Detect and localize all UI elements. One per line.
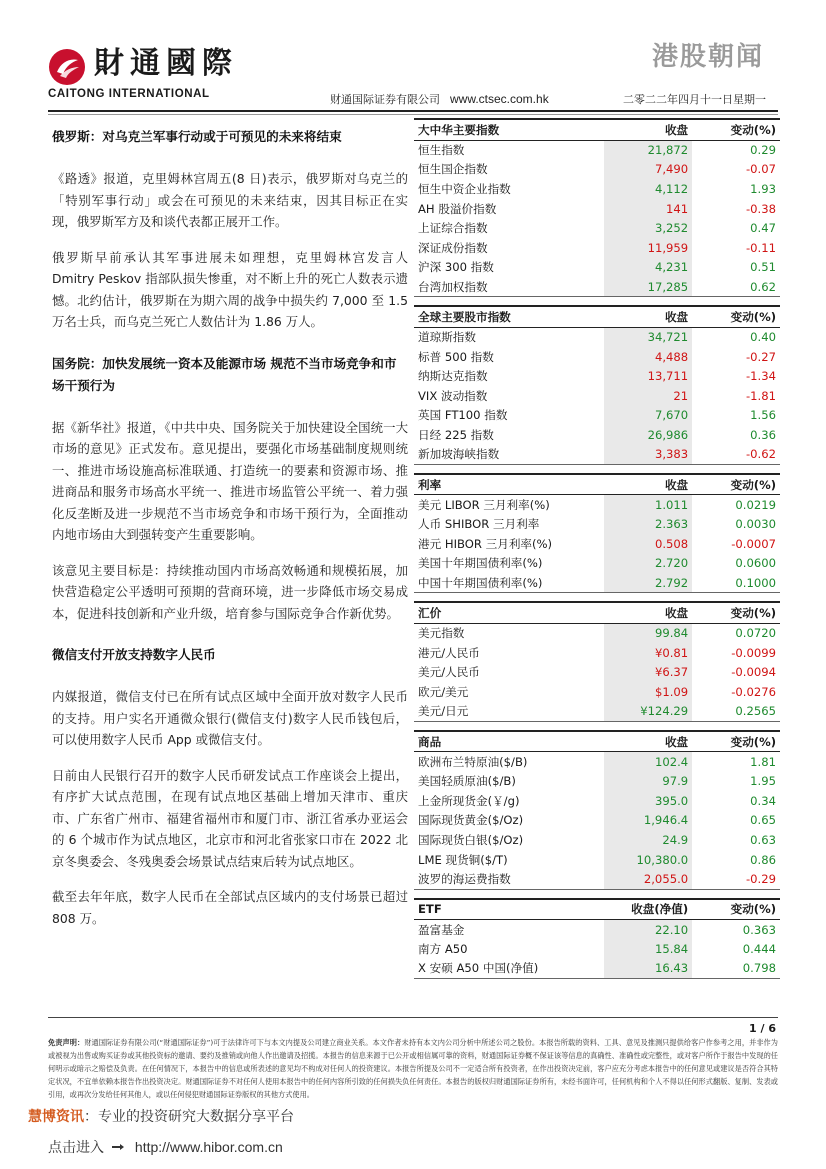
company-website: www.ctsec.com.hk	[450, 92, 549, 106]
row-close-value: 7,490	[604, 160, 692, 180]
row-change-value: -0.0094	[731, 665, 776, 680]
row-change-value: 1.56	[750, 408, 776, 423]
row-close-value: 10,380.0	[604, 850, 692, 870]
row-name: 恒生指数	[414, 140, 604, 160]
row-name: 道琼斯指数	[414, 327, 604, 347]
table-row	[414, 179, 780, 199]
row-close-value: 4,112	[604, 179, 692, 199]
row-change-value: 0.363	[742, 922, 776, 937]
row-change-value: 0.444	[742, 941, 776, 956]
row-name: 美元/人民币	[414, 663, 604, 683]
article-title: 微信支付开放支持数字人民币	[52, 647, 216, 662]
table-change-header: 变动(%)	[692, 474, 780, 495]
table-close-header: 收盘	[604, 602, 692, 623]
table-row	[414, 199, 780, 219]
table-row	[414, 515, 780, 535]
row-name: X 安硕 A50 中国(净值)	[414, 959, 604, 979]
row-name: 港元/人民币	[414, 643, 604, 663]
row-name: 纳斯达克指数	[414, 366, 604, 386]
table-row	[414, 238, 780, 258]
table-row	[414, 771, 780, 791]
table-row	[414, 623, 780, 643]
table-row	[414, 791, 780, 811]
article-state-council	[52, 353, 408, 625]
row-change-value: 0.0219	[735, 497, 776, 512]
table-row	[414, 258, 780, 278]
brand-name-en: CAITONG INTERNATIONAL	[48, 88, 210, 100]
row-close-value: 1.011	[604, 495, 692, 515]
row-name: 恒生国企指数	[414, 160, 604, 180]
table-category-header: ETF	[414, 899, 604, 920]
news-column	[52, 122, 408, 929]
row-change-value: 0.0720	[735, 626, 776, 641]
row-change-value: 0.29	[750, 143, 776, 158]
table-row	[414, 573, 780, 593]
row-change-value: 0.65	[750, 813, 776, 828]
market-table	[414, 118, 780, 297]
row-close-value: 21	[604, 386, 692, 406]
row-name: 中国十年期国债利率(%)	[414, 573, 604, 593]
watermark-link-line	[48, 1137, 283, 1157]
table-row	[414, 850, 780, 870]
row-name: 美元 LIBOR 三月利率(%)	[414, 495, 604, 515]
market-table	[414, 473, 780, 593]
table-row	[414, 682, 780, 702]
row-close-value: 4,231	[604, 258, 692, 278]
row-change-value: -1.34	[746, 369, 776, 384]
article-paragraph: 截至去年年底，数字人民币在全部试点区域内的支付场景已超过 808 万。	[52, 889, 408, 926]
table-close-header: 收盘	[604, 731, 692, 752]
row-close-value: 97.9	[604, 771, 692, 791]
row-change-value: -0.0099	[731, 645, 776, 660]
row-change-value: -0.07	[746, 162, 776, 177]
row-close-value: 15.84	[604, 939, 692, 959]
table-close-header: 收盘(净值)	[604, 899, 692, 920]
row-name: 美国十年期国债利率(%)	[414, 554, 604, 574]
row-name: 上证综合指数	[414, 218, 604, 238]
row-close-value: ¥124.29	[604, 702, 692, 722]
row-close-value: 2,055.0	[604, 869, 692, 889]
row-close-value: 16.43	[604, 959, 692, 979]
row-close-value: 0.508	[604, 534, 692, 554]
row-name: 新加坡海峡指数	[414, 445, 604, 465]
row-close-value: 17,285	[604, 277, 692, 297]
article-title: 俄罗斯：对乌克兰军事行动或于可预见的未来将结束	[52, 129, 342, 144]
row-close-value: 2.720	[604, 554, 692, 574]
row-close-value: 395.0	[604, 791, 692, 811]
table-category-header: 全球主要股市指数	[414, 306, 604, 327]
company-line	[330, 91, 549, 107]
article-paragraph: 俄罗斯早前承认其军事进展未如理想，克里姆林宫发言人 Dmitry Peskov 指部队损失惨重，对不断上升的死亡人数表示遗憾。北约估计，俄罗斯在为期六周的战争中损失约 7,000 至 1.5 万名士兵，而乌克兰死亡人数估计为 1.86 万人。	[52, 249, 408, 329]
table-change-header: 变动(%)	[692, 899, 780, 920]
company-name: 财通国际证券有限公司	[330, 93, 440, 106]
row-name: AH 股溢价指数	[414, 199, 604, 219]
header-divider	[48, 110, 778, 112]
row-change-value: 0.0030	[735, 517, 776, 532]
row-name: VIX 波动指数	[414, 386, 604, 406]
row-name: 英国 FT100 指数	[414, 406, 604, 426]
article-title: 国务院：加快发展统一资本及能源市场 规范不当市场竞争和市场干预行为	[52, 355, 397, 393]
table-row	[414, 811, 780, 831]
row-change-value: 0.2565	[692, 702, 780, 722]
row-name: 人币 SHIBOR 三月利率	[414, 515, 604, 535]
row-name: 波罗的海运费指数	[414, 869, 604, 889]
table-row	[414, 643, 780, 663]
table-row	[414, 386, 780, 406]
row-change-value: -0.38	[746, 201, 776, 216]
table-row	[414, 939, 780, 959]
table-category-header: 汇价	[414, 602, 604, 623]
market-data-column	[414, 118, 780, 979]
row-name: 欧洲布兰特原油($/B)	[414, 752, 604, 772]
table-row	[414, 160, 780, 180]
row-name: 美元/日元	[414, 702, 604, 722]
row-close-value: 2.363	[604, 515, 692, 535]
table-close-header: 收盘	[604, 306, 692, 327]
table-change-header: 变动(%)	[692, 731, 780, 752]
row-change-value: 0.51	[750, 260, 776, 275]
row-name: 恒生中资企业指数	[414, 179, 604, 199]
table-row	[414, 327, 780, 347]
row-name: 国际现货黄金($/Oz)	[414, 811, 604, 831]
article-paragraph: 内媒报道，微信支付已在所有试点区域中全面开放对数字人民币的支持。用户实名开通微众银行(微信支付)数字人民币钱包后，可以使用数字人民币 App 或微信支付。	[52, 689, 408, 747]
row-close-value: 1,946.4	[604, 811, 692, 831]
row-close-value: 3,383	[604, 445, 692, 465]
row-change-value: 0.86	[750, 852, 776, 867]
footer-divider	[48, 1017, 778, 1018]
disclaimer-text: 财通国际证券有限公司(“财通国际证券”)可于法律许可下与本文内提及公司建立商业关系。本文作者未持有本文内公司分析中所述公司之股份。本报告所载的资料、工具、意见及推测只提供给客户作参考之用，并非作为或被视为出售或购买证券或其他投资标的邀请、要约及推销或向他人作出邀请及招揽。本报告的信息来源于已公开或相信属可靠的资料，财通国际证券概不保证该等信息的真确性、准确性或完整性，或对客户所作于报告中发现的任何明示或暗示之赔偿及负责。在任何情况下，本报告中的信息或所表述的意见均不构成对任何人的投资建议。本报告所提及公司不一定适合所有投资者，在作出投资决定前，客户应充分考虑本报告中的任何意见或建议是否符合其特定状况，不宜单依赖本报告作出投资决定。财通国际证券不对任何人使用本报告中的任何内容所引致的任何损失负任何责任。本报告的版权归财通国际证券所有，未经书面许可，任何机构和个人不得以任何形式翻版、复制、发表或引用，或再次分发给任何其他人，或以任何侵犯财通国际证券版权的其他方式使用。	[48, 1038, 778, 1099]
article-paragraph: 该意见主要目标是：持续推动国内市场高效畅通和规模拓展，加快营造稳定公平透明可预期的营商环境，进一步降低市场交易成本，促进科技创新和产业升级，培育参与国际竞争合作新优势。	[52, 562, 408, 621]
page-number: 1 / 6	[749, 1022, 776, 1035]
row-name: 欧元/美元	[414, 682, 604, 702]
header-divider-thin	[48, 114, 778, 115]
row-change-value: 0.34	[750, 793, 776, 808]
row-change-value: 0.62	[692, 277, 780, 297]
article-paragraph: 据《新华社》报道，《中共中央、国务院关于加快建设全国统一大市场的意见》正式发布。意见提出，要强化市场基础制度规则统一、推进市场设施高标准联通、打造统一的要素和资源市场、推进商品和服务市场高水平统一、推进市场监管公平统一、着力强化反垄断及进一步规范不当市场竞争和市场干预行为，全面推动内地市场由大到强转变产生重要影响。	[52, 419, 408, 542]
row-change-value: -0.27	[746, 349, 776, 364]
row-change-value: 0.63	[750, 833, 776, 848]
table-row	[414, 406, 780, 426]
row-close-value: 3,252	[604, 218, 692, 238]
table-row	[414, 830, 780, 850]
row-name: 日经 225 指数	[414, 425, 604, 445]
row-close-value: 2.792	[604, 573, 692, 593]
row-change-value: 1.95	[750, 774, 776, 789]
market-table	[414, 305, 780, 465]
table-row	[414, 425, 780, 445]
watermark-text: ：专业的投资研究大数据分享平台	[84, 1109, 294, 1125]
table-category-header: 大中华主要指数	[414, 119, 604, 140]
table-row	[414, 347, 780, 367]
row-name: 标普 500 指数	[414, 347, 604, 367]
row-name: LME 现货铜($/T)	[414, 850, 604, 870]
row-name: 美元指数	[414, 623, 604, 643]
table-row	[414, 445, 780, 465]
pointing-hand-icon	[111, 1140, 127, 1154]
row-change-value: 0.36	[750, 428, 776, 443]
row-close-value: 11,959	[604, 238, 692, 258]
row-change-value: -0.29	[692, 869, 780, 889]
row-close-value: ¥6.37	[604, 663, 692, 683]
row-change-value: 1.81	[750, 754, 776, 769]
row-close-value: 21,872	[604, 140, 692, 160]
market-table	[414, 898, 780, 979]
watermark-url-link[interactable]: http://www.hibor.com.cn	[134, 1139, 283, 1155]
row-name: 深证成份指数	[414, 238, 604, 258]
watermark-banner	[28, 1106, 294, 1126]
table-row	[414, 366, 780, 386]
row-name: 沪深 300 指数	[414, 258, 604, 278]
row-name: 南方 A50	[414, 939, 604, 959]
row-close-value: 4,488	[604, 347, 692, 367]
row-close-value: 7,670	[604, 406, 692, 426]
table-row	[414, 959, 780, 979]
caitong-logo-icon	[48, 48, 86, 86]
article-paragraph: 《路透》报道，克里姆林宫周五(8 日)表示，俄罗斯对乌克兰的「特别军事行动」或会在可预见的未来结束，因其目标正在实现，俄罗斯军方及和谈代表都正展开工作。	[52, 171, 408, 229]
row-change-value: 0.47	[750, 221, 776, 236]
article-russia	[52, 126, 408, 333]
row-close-value: 141	[604, 199, 692, 219]
table-row	[414, 554, 780, 574]
row-close-value: $1.09	[604, 682, 692, 702]
article-wechat-pay	[52, 644, 408, 929]
row-close-value: 102.4	[604, 752, 692, 772]
article-paragraph: 日前由人民银行召开的数字人民币研发试点工作座谈会上提出，有序扩大试点范围，在现有试点地区基础上增加天津市、重庆市、广东省广州市、福建省福州市和厦门市、浙江省承办亚运会的 6 个城市作为试点地区，北京市和河北省张家口市在 2022 北京冬奥委会、冬残奥委会场景试点结束后转为试点地区。	[52, 767, 408, 869]
table-row	[414, 495, 780, 515]
row-close-value: 13,711	[604, 366, 692, 386]
row-name: 港元 HIBOR 三月利率(%)	[414, 534, 604, 554]
table-close-header: 收盘	[604, 474, 692, 495]
row-name: 国际现货白银($/Oz)	[414, 830, 604, 850]
brand-name-cn: 財通國際	[94, 46, 238, 81]
row-close-value: 34,721	[604, 327, 692, 347]
table-row	[414, 140, 780, 160]
table-close-header: 收盘	[604, 119, 692, 140]
disclaimer	[48, 1036, 778, 1101]
row-change-value: 0.40	[750, 330, 776, 345]
row-close-value: 24.9	[604, 830, 692, 850]
row-change-value: -0.0276	[731, 684, 776, 699]
table-row	[414, 277, 780, 297]
report-date: 二零二二年四月十一日星期一	[623, 93, 766, 106]
table-row	[414, 534, 780, 554]
table-category-header: 利率	[414, 474, 604, 495]
row-change-value: 1.93	[750, 181, 776, 196]
table-change-header: 变动(%)	[692, 306, 780, 327]
table-row	[414, 752, 780, 772]
report-title: 港股朝闻	[651, 42, 764, 72]
row-change-value: -0.62	[692, 445, 780, 465]
row-close-value: 22.10	[604, 920, 692, 940]
row-close-value: ¥0.81	[604, 643, 692, 663]
row-name: 台湾加权指数	[414, 277, 604, 297]
table-row	[414, 869, 780, 889]
watermark-brand: 慧博资讯	[28, 1109, 84, 1125]
row-change-value: 0.0600	[735, 556, 776, 571]
table-row	[414, 702, 780, 722]
row-name: 美国轻质原油($/B)	[414, 771, 604, 791]
row-name: 盈富基金	[414, 920, 604, 940]
row-change-value: -0.0007	[731, 536, 776, 551]
row-change-value: -0.11	[746, 240, 776, 255]
market-table	[414, 601, 780, 721]
table-row	[414, 663, 780, 683]
table-row	[414, 920, 780, 940]
table-change-header: 变动(%)	[692, 119, 780, 140]
disclaimer-label: 免责声明：	[48, 1038, 85, 1047]
row-close-value: 26,986	[604, 425, 692, 445]
row-close-value: 99.84	[604, 623, 692, 643]
table-change-header: 变动(%)	[692, 602, 780, 623]
row-name: 上金所现货金(￥/g)	[414, 791, 604, 811]
row-change-value: 0.798	[692, 959, 780, 979]
watermark-prefix: 点击进入	[48, 1140, 104, 1156]
market-table	[414, 730, 780, 890]
table-category-header: 商品	[414, 731, 604, 752]
table-row	[414, 218, 780, 238]
row-change-value: 0.1000	[692, 573, 780, 593]
row-change-value: -1.81	[746, 388, 776, 403]
